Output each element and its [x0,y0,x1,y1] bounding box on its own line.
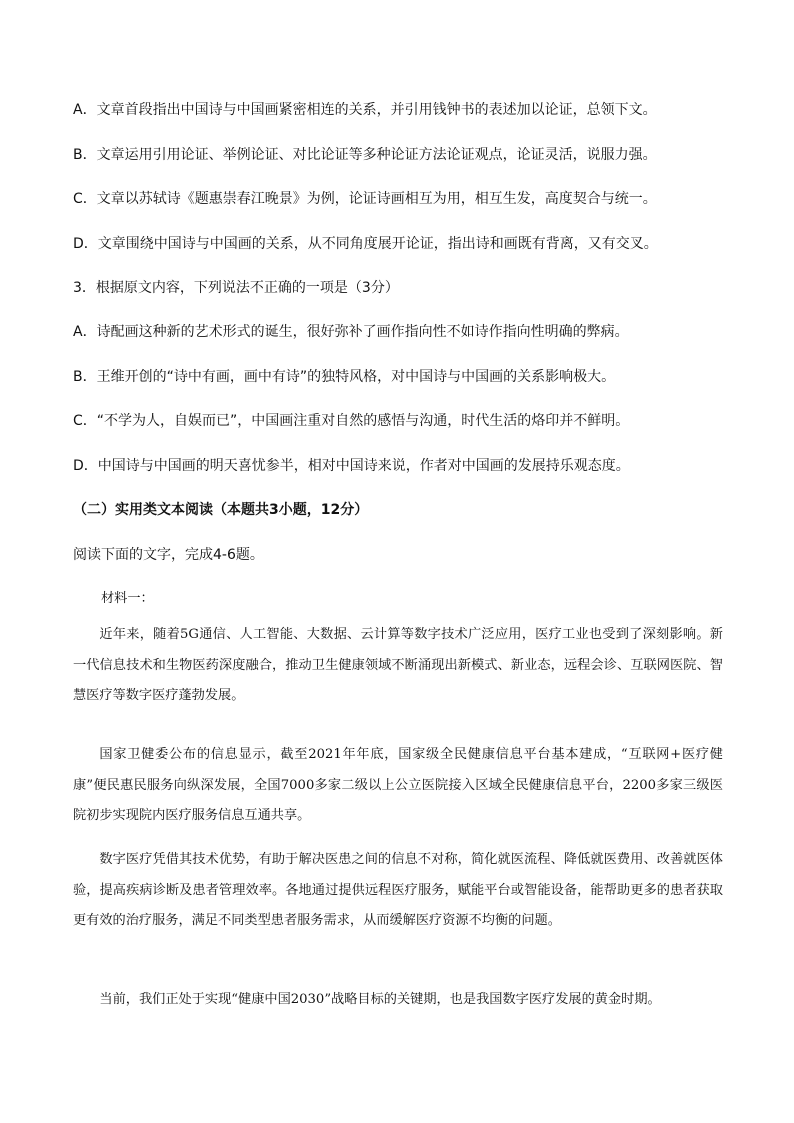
question-2-option-c: C．文章以苏轼诗《题惠崇春江晚景》为例，论证诗画相互为用，相互生发，高度契合与统一。 [73,191,657,207]
question-3-option-b: B．王维开创的“诗中有画，画中有诗”的独特风格，对中国诗与中国画的关系影响极大。 [73,369,616,385]
question-2-option-b: B．文章运用引用论证、举例论证、对比论证等多种论证方法论证观点，论证灵活，说服力强。 [73,147,657,163]
question-3-option-d: D．中国诗与中国画的明天喜忧参半，相对中国诗来说，作者对中国画的发展持乐观态度。 [73,458,630,474]
material-label: 材料一： [101,591,154,606]
material-paragraph: 国家卫健委公布的信息显示，截至2021年年底，国家级全民健康信息平台基本建成，“互联网+医疗健康”便民惠民服务向纵深发展，全国7000多家二级以上公立医院接入区域全民健康信息平台，2200多家三级医院初步实现院内医疗服务信息互通共享。 [73,747,723,823]
question-2-option-d: D．文章围绕中国诗与中国画的关系，从不同角度展开论证，指出诗和画既有背离，又有交叉。 [73,236,658,252]
material-paragraph: 当前，我们正处于实现“健康中国2030”战略目标的关键期，也是我国数字医疗发展的黄金时期。 [99,992,661,1007]
material-paragraph: 数字医疗凭借其技术优势，有助于解决医患之间的信息不对称，简化就医流程、降低就医费用、改善就医体验，提高疾病诊断及患者管理效率。各地通过提供远程医疗服务，赋能平台或智能设备，能帮助更多的患者获取更有效的治疗服务，满足不同类型患者服务需求，从而缓解医疗资源不均衡的问题。 [73,852,723,928]
reading-instruction: 阅读下面的文字，完成4-6题。 [73,547,264,563]
question-2-option-a: A．文章首段指出中国诗与中国画紧密相连的关系，并引用钱钟书的表述加以论证，总领下文。 [73,102,657,118]
material-paragraph: 近年来，随着5G通信、人工智能、大数据、云计算等数字技术广泛应用，医疗工业也受到了深刻影响。新一代信息技术和生物医药深度融合，推动卫生健康领域不断涌现出新模式、新业态，远程会诊、互联网医院、智慧医疗等数字医疗蓬勃发展。 [73,627,723,703]
section-heading: （二）实用类文本阅读（本题共3小题，12分） [73,502,369,518]
question-3-stem: 3．根据原文内容，下列说法不正确的一项是（3分） [73,280,399,296]
question-3-option-a: A．诗配画这种新的艺术形式的诞生，很好弥补了画作指向性不如诗作指向性明确的弊病。 [73,324,629,340]
question-3-option-c: C．“不学为人，自娱而已”，中国画注重对自然的感悟与沟通，时代生活的烙印并不鲜明。 [73,413,630,429]
